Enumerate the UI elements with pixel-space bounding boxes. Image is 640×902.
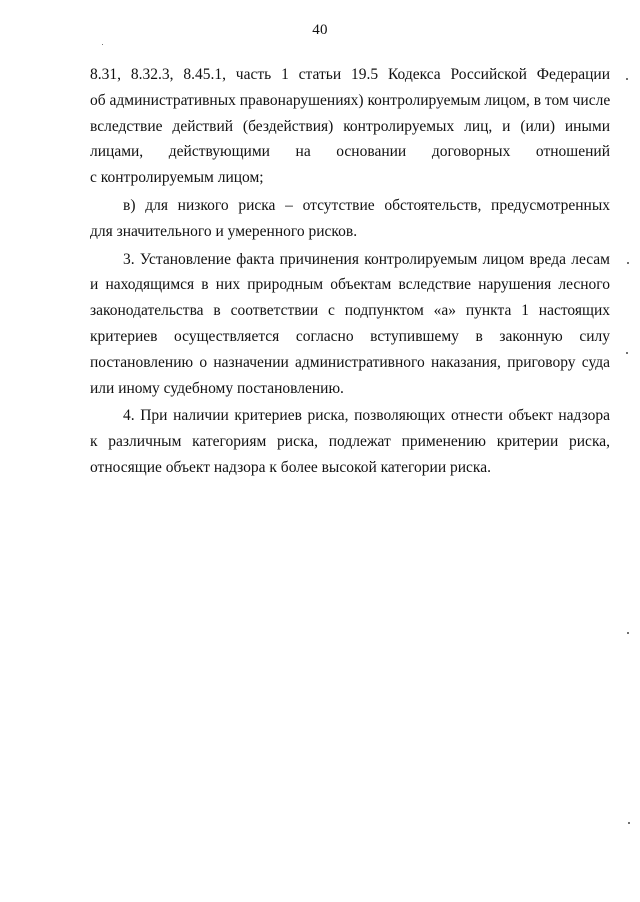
text-line: вследствие действий (бездействия) контролируемых лиц, и (или) иными [90, 117, 610, 135]
document-body [90, 62, 610, 481]
text-line: 4. При наличии критериев риска, позволяющих отнести объект надзора [123, 407, 610, 425]
text-line: к различным категориям риска, подлежат применению критерии риска, [90, 433, 610, 451]
text-line: и находящимся в них природным объектам вследствие нарушения лесного [90, 276, 610, 294]
paragraph-continuation [90, 62, 610, 191]
paragraph-item-4 [90, 403, 610, 480]
text-line: 8.31, 8.32.3, 8.45.1, часть 1 статьи 19.5 Кодекса Российской Федерации [90, 66, 610, 83]
text-line: лицами, действующими на основании договорных отношений [90, 143, 610, 161]
scan-speck [626, 352, 628, 354]
text-line: 3. Установление факта причинения контролируемым лицом вреда лесам [123, 250, 610, 268]
text-line: относящие объект надзора к более высокой категории риска. [90, 458, 491, 476]
text-line: законодательства в соответствии с подпунктом «а» пункта 1 настоящих [90, 302, 610, 320]
text-line: с контролируемым лицом; [90, 169, 264, 187]
scan-speck [627, 262, 629, 264]
text-line: для значительного и умеренного рисков. [90, 222, 358, 240]
text-line: в) для низкого риска – отсутствие обстоятельств, предусмотренных [123, 196, 610, 214]
scan-speck [102, 44, 103, 45]
text-line: об административных правонарушениях) контролируемым лицом, в том числе [90, 91, 611, 109]
scan-speck [626, 78, 628, 80]
text-line: критериев осуществляется согласно вступившему в законную силу [90, 327, 610, 345]
scan-speck [627, 632, 629, 634]
paragraph-item-v [90, 193, 610, 245]
paragraph-item-3 [90, 247, 610, 402]
text-line: постановлению о назначении административного наказания, приговору суда [90, 353, 610, 371]
text-line: или иному судебному постановлению. [90, 379, 344, 397]
page-number: 40 [312, 22, 328, 38]
scan-speck [628, 822, 630, 824]
